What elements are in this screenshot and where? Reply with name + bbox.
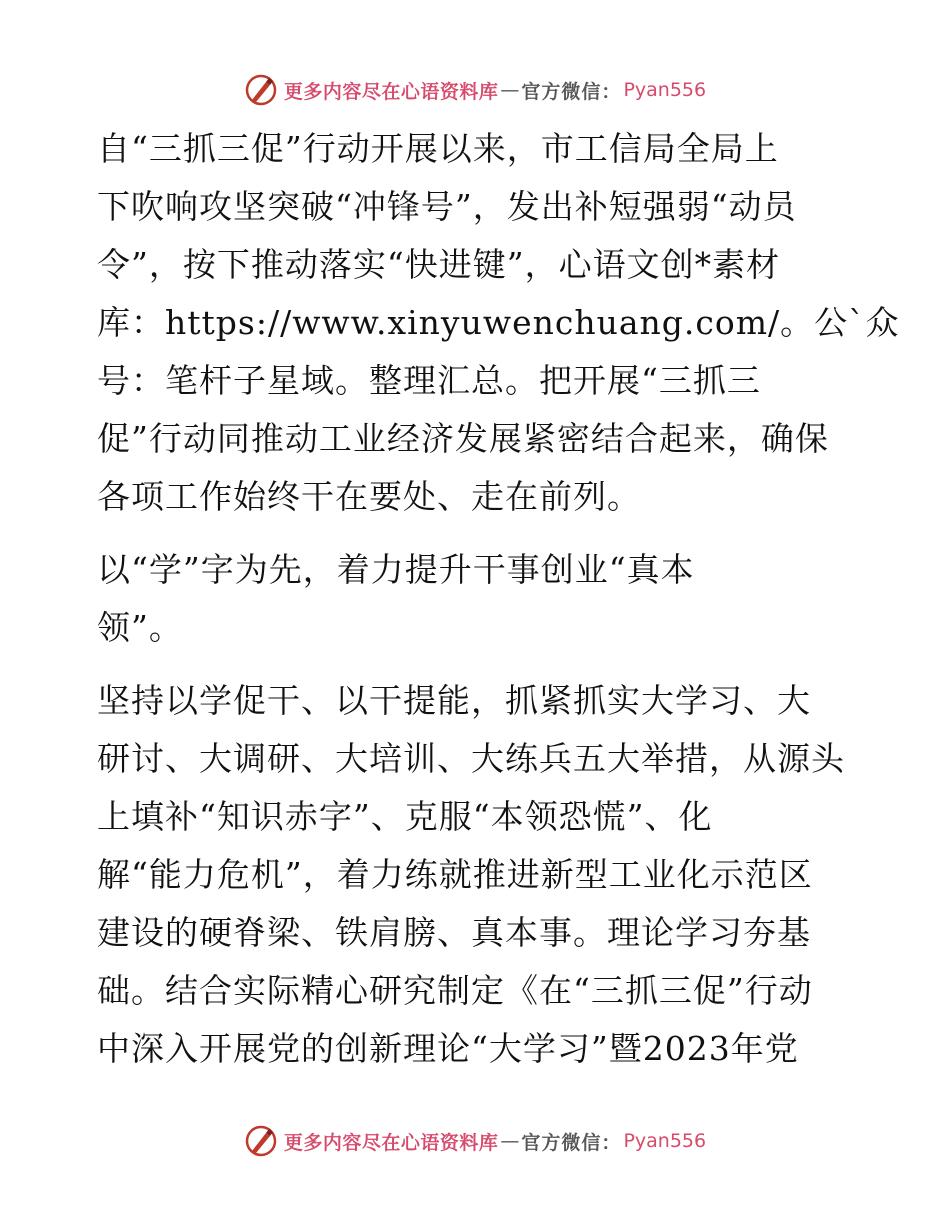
text-line: 自“三抓三促”行动开展以来，市工信局全局上 xyxy=(97,129,779,168)
watermark-official-label: 官方微信： xyxy=(521,80,622,103)
text-line: 建设的硬脊梁、铁肩膀、真本事。理论学习夯基 xyxy=(97,913,811,952)
text-line: 解“能力危机”，着力练就推进新型工业化示范区 xyxy=(97,855,813,894)
text-line: 号：笔杆子星域。整理汇总。把开展“三抓三 xyxy=(97,361,761,400)
text-line: 下吹响攻坚突破“冲锋号”，发出补短强弱“动员 xyxy=(97,187,797,226)
paragraph-intro xyxy=(97,120,900,526)
text-line: 令”，按下推动落实“快进键”，心语文创*素材 xyxy=(97,245,781,284)
text-line: 各项工作始终干在要处、走在前列。 xyxy=(97,477,641,516)
document-body xyxy=(97,120,900,1078)
paragraph-gap xyxy=(97,657,857,672)
watermark-dash: — xyxy=(500,79,520,101)
footer-watermark xyxy=(0,1121,950,1161)
watermark-wechat-id: Pyan556 xyxy=(623,79,707,101)
pen-logo-icon xyxy=(244,1124,278,1158)
text-line: 础。结合实际精心研究制定《在“三抓三促”行动 xyxy=(97,971,813,1010)
text-line: 坚持以学促干、以干提能，抓紧抓实大学习、大 xyxy=(97,681,811,720)
paragraph-heading-study xyxy=(97,541,857,657)
text-line: 促”行动同推动工业经济发展紧密结合起来，确保 xyxy=(97,419,829,458)
watermark-wechat-id: Pyan556 xyxy=(623,1130,707,1152)
text-line: 研讨、大调研、大培训、大练兵五大举措，从源头 xyxy=(97,739,845,778)
watermark-official-label: 官方微信： xyxy=(521,1131,622,1154)
text-line: 以“学”字为先，着力提升干事创业“真本 xyxy=(97,550,695,589)
text-line: 上填补“知识赤字”、克服“本领恐慌”、化 xyxy=(97,797,713,836)
pen-logo-icon xyxy=(244,73,278,107)
text-line: 中深入开展党的创新理论“大学习”暨2023年党 xyxy=(97,1029,799,1068)
watermark-text: 更多内容尽在心语资料库 xyxy=(283,80,499,103)
paragraph-study-details xyxy=(97,672,857,1078)
text-line: 领”。 xyxy=(97,608,183,647)
header-watermark xyxy=(0,70,950,110)
text-line: 库：https://www.xinyuwenchuang.com/。公`众 xyxy=(97,303,900,342)
paragraph-gap xyxy=(97,526,857,541)
watermark-text: 更多内容尽在心语资料库 xyxy=(283,1131,499,1154)
watermark-dash: — xyxy=(500,1130,520,1152)
